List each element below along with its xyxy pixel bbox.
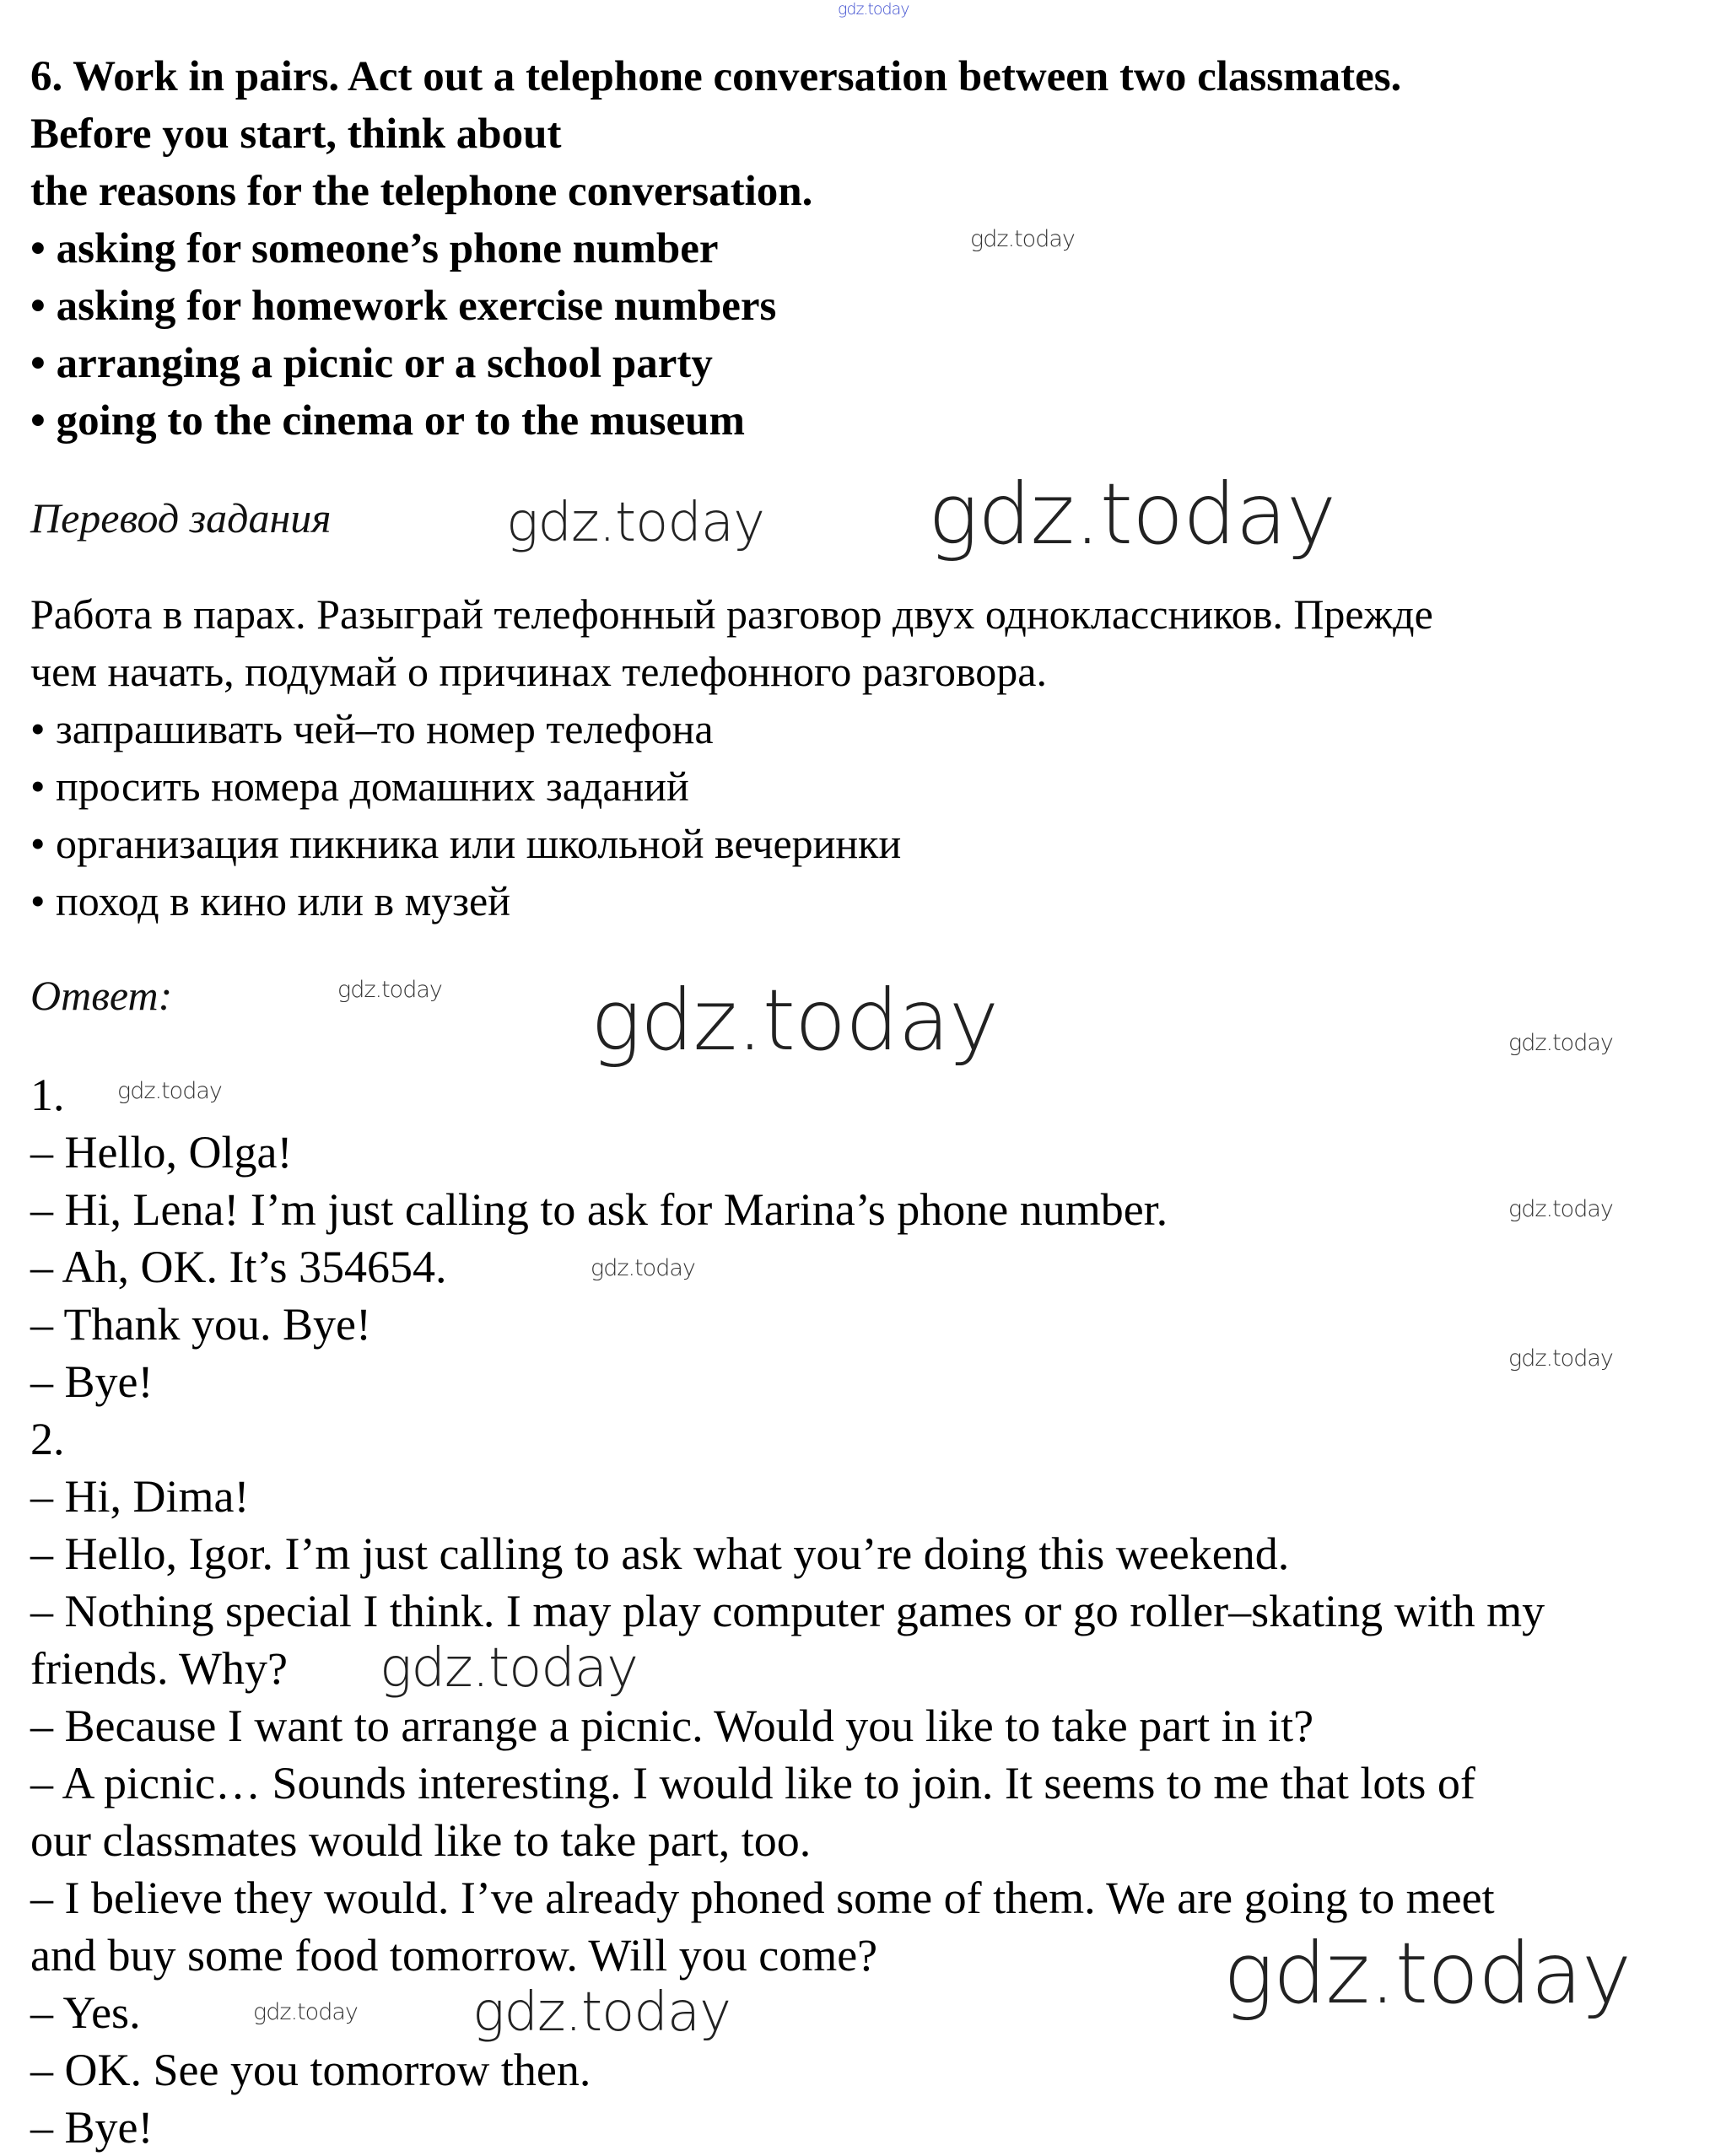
watermark: gdz.today [838, 0, 909, 19]
watermark: gdz.today [380, 1637, 638, 1700]
watermark: gdz.today [472, 1981, 731, 2044]
translation-line: • запрашивать чей–то номер телефона [30, 705, 714, 752]
translation-line: • организация пикника или школьной вечеринки [30, 820, 902, 867]
dialogue-line: – Hello, Igor. I’m just calling to ask what you’re doing this weekend. [30, 1528, 1290, 1579]
watermark: gdz.today [337, 977, 442, 1003]
translation-line: чем начать, подумай о причинах телефонного разговора. [30, 648, 1047, 695]
translation-line: • просить номера домашних заданий [30, 763, 689, 810]
watermark: gdz.today [506, 492, 764, 554]
document [30, 48, 1709, 2156]
task-line: • asking for homework exercise numbers [30, 283, 777, 330]
task-line: • asking for someone’s phone number [30, 225, 719, 272]
translation-text [30, 585, 1709, 930]
dialogue-line: 1. [30, 1070, 65, 1120]
dialogue-line: – Ah, OK. It’s 354654. [30, 1242, 447, 1292]
dialogue-line: 2. [30, 1414, 65, 1464]
dialogue-line: and buy some food tomorrow. Will you come? [30, 1930, 878, 1981]
dialogue-line: – I believe they would. I’ve already phoned some of them. We are going to meet [30, 1873, 1495, 1923]
dialogue-line: – Thank you. Bye! [30, 1299, 371, 1350]
dialogue-line: – OK. See you tomorrow then. [30, 2045, 591, 2095]
watermark: gdz.today [928, 465, 1336, 563]
translation-heading: Перевод задания [30, 494, 332, 542]
watermark: gdz.today [591, 1255, 695, 1281]
task-line: • going to the cinema or to the museum [30, 397, 746, 445]
dialogue-line: – Bye! [30, 1356, 154, 1407]
answer-heading: Ответ: [30, 972, 173, 1019]
dialogue-line: our classmates would like to take part, too. [30, 1815, 812, 1866]
translation-line: Работа в парах. Разыграй телефонный разговор двух одноклассников. Прежде [30, 590, 1433, 638]
task-line: the reasons for the telephone conversation. [30, 168, 813, 215]
dialogue-line: – Hello, Olga! [30, 1127, 293, 1178]
dialogue-line: friends. Why? [30, 1643, 288, 1694]
translation-line: • поход в кино или в музей [30, 877, 510, 924]
dialogue-line: – Nothing special I think. I may play computer games or go roller–skating with my [30, 1586, 1545, 1636]
dialogue-line: – Hi, Lena! I’m just calling to ask for Marina’s phone number. [30, 1184, 1168, 1235]
watermark: gdz.today [591, 971, 999, 1070]
task-line: 6. Work in pairs. Act out a telephone conversation between two classmates. [30, 53, 1402, 100]
dialogue-line: – A picnic… Sounds interesting. I would like to join. It seems to me that lots of [30, 1758, 1475, 1808]
task-line: • arranging a picnic or a school party [30, 340, 713, 387]
task-title [30, 48, 1709, 450]
dialogue-line: – Yes. [30, 1987, 141, 2038]
dialogue-line: – Hi, Dima! [30, 1471, 250, 1522]
dialogue-line: – Because I want to arrange a picnic. Would you like to take part in it? [30, 1701, 1314, 1751]
dialogue-line: – Bye! [30, 2102, 154, 2153]
watermark: gdz.today [253, 1999, 358, 2025]
watermark: gdz.today [970, 226, 1075, 252]
watermark: gdz.today [1508, 1345, 1613, 1372]
watermark: gdz.today [1508, 1196, 1613, 1222]
task-line: Before you start, think about [30, 110, 562, 158]
watermark: gdz.today [117, 1078, 222, 1104]
watermark: gdz.today [1508, 1030, 1613, 1056]
watermark: gdz.today [1223, 1924, 1632, 2023]
